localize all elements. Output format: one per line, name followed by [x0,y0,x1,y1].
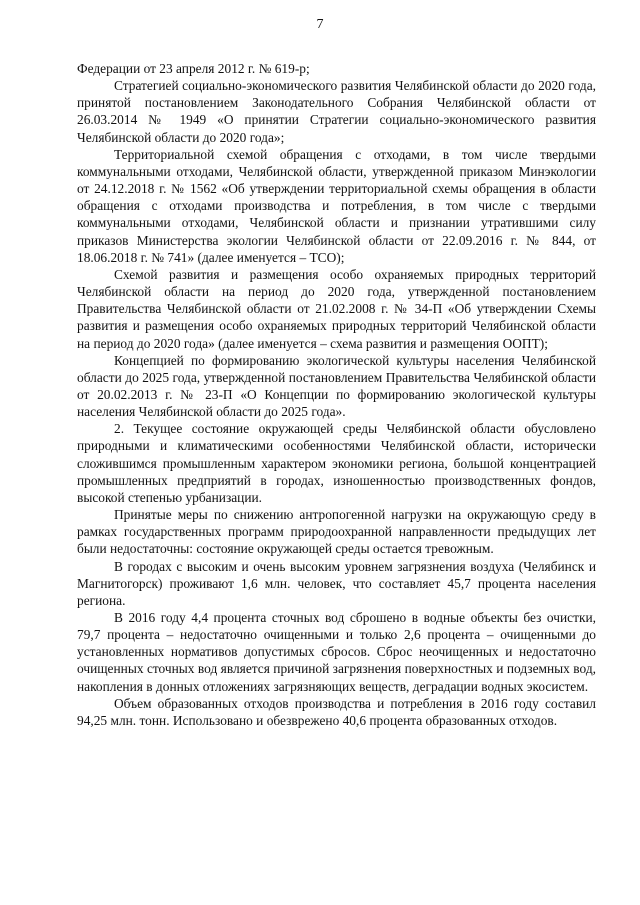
document-body [77,60,596,729]
paragraph-measures-taken: Принятые меры по снижению антропогенной нагрузки на окружающую среду в рамках государственных программ природоохранной направленности предыдущих лет были недостаточны: состояние окружающей среды остается тревожным. [77,507,596,557]
paragraph-air-pollution: В городах с высоким и очень высоким уровнем загрязнения воздуха (Челябинск и Магнитогорск) проживают 1,6 млн. человек, что составляет 45,7 процента населения региона. [77,558,596,608]
paragraph-strategy-2020: Стратегией социально-экономического развития Челябинской области до 2020 года, принятой постановлением Законодательного Собрания Челябинской области от 26.03.2014 № 1949 «О принятии Стратегии социально-экономического развития Челябинской области до 2020 года»; [77,78,596,145]
paragraph-waste-volume: Объем образованных отходов производства и потребления в 2016 году составил 94,25 млн. тонн. Использовано и обезврежено 40,6 процента образованных отходов. [77,695,596,728]
paragraph-waste-scheme: Территориальной схемой обращения с отходами, в том числе твердыми коммунальными отходами, Челябинской области, утвержденной приказом Минэкологии от 24.12.2018 г. № 1562 «Об утверждении территориальной схемы обращения в области обращения с отходами производства и потребления, в том числе с твердыми коммунальными отходами, Челябинской области и признании утратившими силу приказов Министерства экологии Челябинской области от 22.09.2016 г. № 844, от 18.06.2018 г. № 741» (далее именуется – ТСО); [77,146,596,265]
paragraph-protected-areas-scheme: Схемой развития и размещения особо охраняемых природных территорий Челябинской области на период до 2020 года, утвержденной постановлением Правительства Челябинской области от 21.02.2008 г. № 34-П «Об утверждении Схемы развития и размещения особо охраняемых природных территорий Челябинской области на период до 2020 года» (далее именуется – схема развития и размещения ООПТ); [77,266,596,351]
paragraph-environment-state: 2. Текущее состояние окружающей среды Челябинской области обусловлено природными и климатическими особенностями Челябинской области, исторически сложившимся промышленным характером экономики региона, большой концентрацией промышленных предприятий в городах, изношенностью производственных фондов, высокой степенью урбанизации. [77,421,596,505]
paragraph-wastewater: В 2016 году 4,4 процента сточных вод сброшено в водные объекты без очистки, 79,7 процента – недостаточно очищенными и только 2,6 процента – очищенными до установленных нормативов допустимых сбросов. Сброс неочищенных и недостаточно очищенных сточных вод является причиной загрязнения поверхностных и подземных вод, накопления в донных отложениях загрязняющих веществ, деградации водных экосистем. [77,610,596,694]
page-number: 7 [316,17,324,32]
paragraph-federation-decree: Федерации от 23 апреля 2012 г. № 619-р; [77,61,310,76]
paragraph-ecological-culture-concept: Концепцией по формированию экологической культуры населения Челябинской области до 2025 года, утвержденной постановлением Правительства Челябинской области от 20.02.2013 г. № 23-П «О Концепции по формированию экологической культуры населения Челябинской области до 2025 года». [77,352,596,420]
